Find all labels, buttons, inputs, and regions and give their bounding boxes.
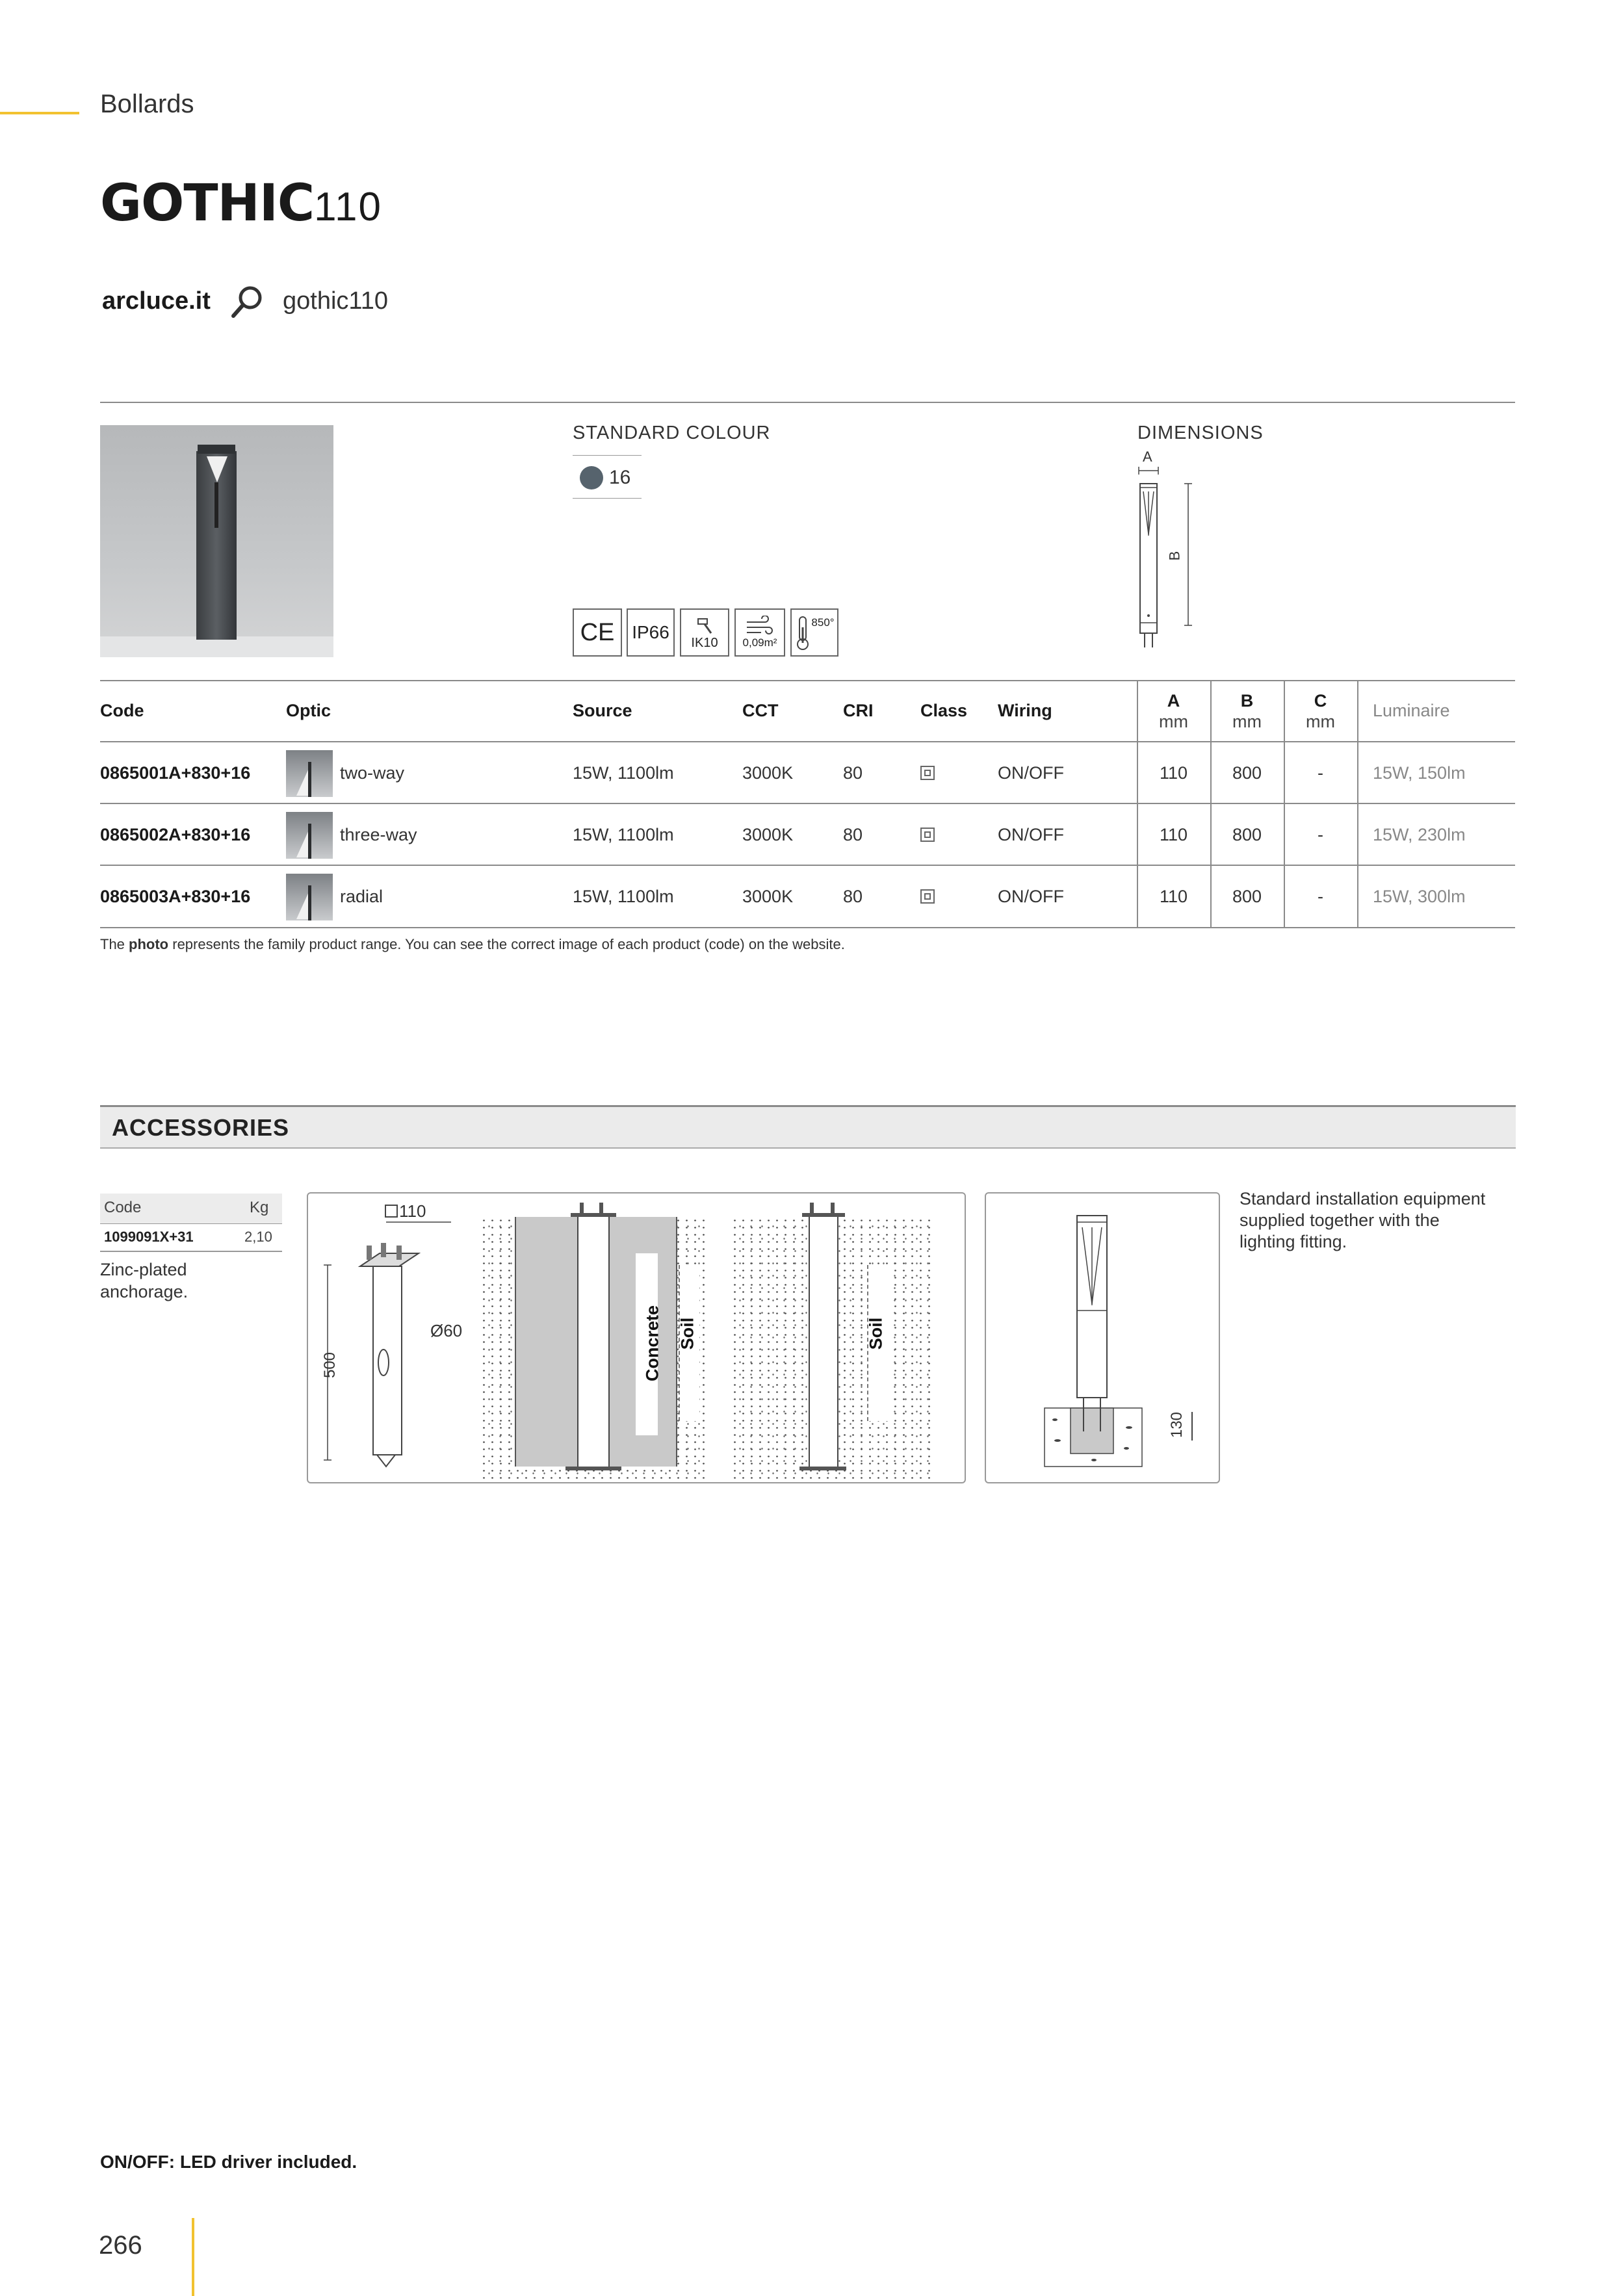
class-ii-icon: [920, 828, 935, 842]
th-c-letter: C: [1314, 691, 1327, 711]
row2-rule: [100, 865, 1515, 866]
row1-a: 110: [1159, 763, 1188, 783]
ik-label: IK10: [691, 635, 718, 650]
magnifier-icon: [229, 285, 265, 320]
th-cri: CRI: [843, 701, 874, 720]
row3-luminaire: 15W, 300lm: [1373, 887, 1466, 906]
row2-cct: 3000K: [742, 825, 794, 844]
row1-luminaire: 15W, 150lm: [1373, 763, 1466, 783]
row1-c: -: [1318, 763, 1323, 783]
row3-optic: radial: [340, 887, 383, 906]
photo-note-bold: photo: [129, 936, 169, 952]
col-sep-lum: [1357, 680, 1358, 928]
acc-kg: 2,10: [244, 1229, 272, 1245]
th-b-letter: B: [1240, 691, 1254, 711]
concrete-label: Concrete: [642, 1305, 662, 1382]
accessories-bar: [100, 1105, 1516, 1149]
installation-drawing: [985, 1192, 1220, 1483]
row2-c: -: [1318, 825, 1323, 844]
header-accent-rule: [0, 112, 79, 114]
row3-cct: 3000K: [742, 887, 794, 906]
acc-th-code: Code: [104, 1199, 142, 1216]
product-top-rule: [100, 402, 1515, 403]
th-luminaire: Luminaire: [1373, 701, 1450, 720]
row1-code: 0865001A+830+16: [100, 763, 251, 783]
wind-icon: [744, 616, 775, 636]
ce-label: CE: [580, 618, 615, 646]
optic-thumbnail: [286, 750, 333, 797]
row2-b: 800: [1232, 825, 1262, 844]
th-a: [1137, 690, 1210, 732]
depth-dimension: [1191, 1412, 1193, 1441]
row2-cri: 80: [843, 825, 863, 844]
colour-code: 16: [609, 467, 631, 488]
row1-wiring: ON/OFF: [998, 763, 1064, 783]
row3-c: -: [1318, 887, 1323, 906]
dim-b-label: B: [1166, 551, 1183, 561]
row3-code: 0865003A+830+16: [100, 887, 251, 906]
row2-luminaire: 15W, 230lm: [1373, 825, 1466, 844]
hammer-icon: [692, 615, 718, 636]
square-icon: [385, 1205, 398, 1218]
soil-label-2: Soil: [866, 1317, 886, 1350]
class-ii-icon: [920, 889, 935, 904]
temp-label: 850°: [811, 616, 835, 629]
footer-accent-rule: [192, 2218, 194, 2296]
wind-area-badge: [734, 608, 785, 657]
colour-swatch: [580, 466, 603, 489]
diameter-label: Ø60: [430, 1321, 463, 1340]
acc-th-kg: Kg: [250, 1199, 269, 1216]
colour-top-rule: [573, 455, 642, 456]
row1-rule: [100, 803, 1515, 804]
row2-code: 0865002A+830+16: [100, 825, 251, 844]
soil-label-1: Soil: [677, 1317, 697, 1350]
optic-thumbnail: [286, 874, 333, 920]
row3-source: 15W, 1100lm: [573, 887, 674, 906]
row3-b: 800: [1232, 887, 1262, 906]
row2-optic: three-way: [340, 825, 417, 844]
width-label: [385, 1201, 426, 1221]
acc-code: 1099091X+31: [104, 1229, 194, 1245]
glow-wire-badge: [790, 608, 838, 657]
row3-wiring: ON/OFF: [998, 887, 1064, 906]
bollard-installed-sketch: [1038, 1213, 1155, 1473]
page-number: 266: [99, 2231, 142, 2260]
row2-a: 110: [1159, 825, 1188, 844]
ik-rating-badge: [680, 608, 729, 657]
th-optic: Optic: [286, 701, 331, 720]
table-top-rule: [100, 680, 1515, 681]
row1-cct: 3000K: [742, 763, 794, 783]
driver-note: ON/OFF: LED driver included.: [100, 2152, 357, 2172]
row2-source: 15W, 1100lm: [573, 825, 674, 844]
section-label: Bollards: [100, 90, 194, 118]
th-code: Code: [100, 701, 144, 720]
ce-mark-icon: [573, 608, 622, 657]
th-a-unit: mm: [1159, 712, 1188, 731]
site-link[interactable]: arcluce.it: [102, 287, 211, 315]
photo-note-pre: The: [100, 936, 129, 952]
search-line: [102, 285, 492, 324]
th-a-letter: A: [1167, 691, 1180, 711]
table-bottom-rule: [100, 927, 1515, 928]
photo-note: [100, 936, 845, 953]
colour-bottom-rule: [573, 498, 642, 499]
anchorage-drawing: [307, 1192, 966, 1483]
depth-label: 130: [1168, 1411, 1186, 1439]
photo-note-post: represents the family product range. You can see the correct image of each product (code) on the website.: [168, 936, 845, 952]
wind-label: 0,09m²: [742, 636, 777, 649]
th-b: [1210, 690, 1284, 732]
product-title: [100, 174, 382, 233]
product-name-sub: 110: [314, 185, 382, 229]
table-header-rule: [100, 741, 1515, 742]
ip-label: IP66: [632, 622, 669, 642]
th-b-unit: mm: [1232, 712, 1262, 731]
row2-wiring: ON/OFF: [998, 825, 1064, 844]
height-label: 500: [321, 1351, 339, 1379]
dim-a-label: A: [1143, 449, 1152, 465]
th-cct: CCT: [742, 701, 779, 720]
row3-a: 110: [1159, 887, 1188, 906]
th-class: Class: [920, 701, 968, 720]
thermometer-icon: [794, 614, 811, 651]
product-photo: [100, 425, 333, 657]
optic-thumbnail: [286, 812, 333, 859]
dimension-drawing: [1131, 463, 1196, 658]
th-c-unit: mm: [1306, 712, 1335, 731]
th-c: [1284, 690, 1357, 732]
anchorage-sketch: [321, 1220, 451, 1480]
ip-rating-badge: [627, 608, 675, 657]
row1-source: 15W, 1100lm: [573, 763, 674, 783]
search-term: gothic110: [283, 287, 388, 315]
th-source: Source: [573, 701, 632, 720]
acc-description: Zinc-plated anchorage.: [100, 1260, 188, 1301]
row1-optic: two-way: [340, 763, 405, 783]
dimensions-label: DIMENSIONS: [1137, 423, 1264, 443]
acc-table: [100, 1194, 282, 1252]
standard-colour-label: STANDARD COLOUR: [573, 423, 771, 443]
standard-installation-note: Standard installation equipment supplied together with the lighting fitting.: [1240, 1189, 1486, 1251]
row1-cri: 80: [843, 763, 863, 783]
row3-cri: 80: [843, 887, 863, 906]
product-name-main: GOTHIC: [100, 174, 315, 233]
accessories-title: ACCESSORIES: [112, 1114, 290, 1141]
row1-b: 800: [1232, 763, 1262, 783]
width-value: 110: [399, 1201, 426, 1221]
th-wiring: Wiring: [998, 701, 1052, 720]
class-ii-icon: [920, 766, 935, 780]
